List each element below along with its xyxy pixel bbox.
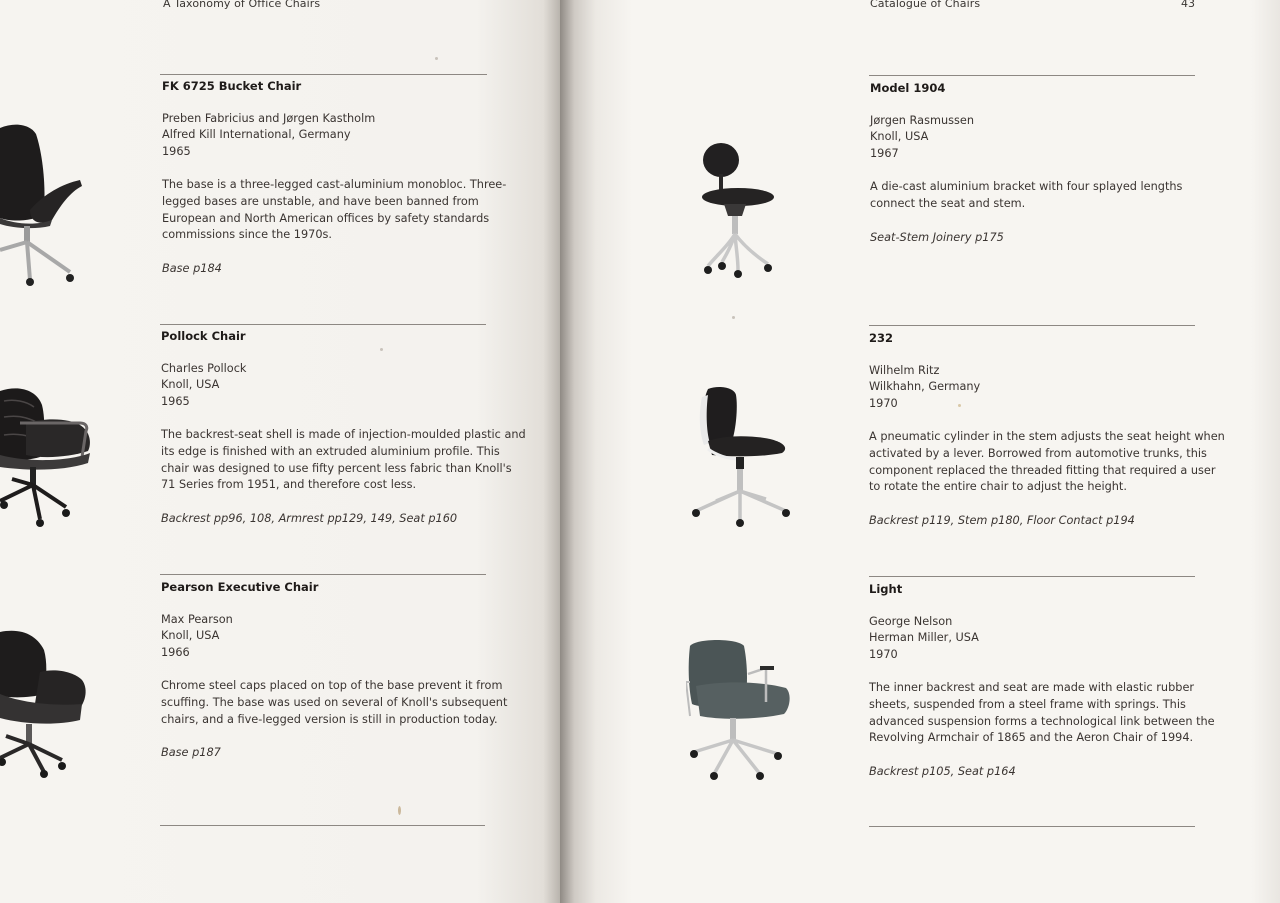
entry-divider — [160, 574, 486, 575]
entry-designer: Jørgen Rasmussen — [870, 113, 975, 127]
entry-divider — [869, 576, 1195, 577]
entry-manufacturer: Knoll, USA — [870, 130, 929, 144]
entry-designer: Preben Fabricius and Jørgen Kastholm — [162, 111, 376, 125]
entry-designer: Max Pearson — [161, 612, 233, 626]
entry-manufacturer: Knoll, USA — [161, 378, 220, 392]
wilkhahn-232-chair-image — [690, 385, 790, 530]
entry-description: A pneumatic cylinder in the stem adjusts the seat height when activated by a lever. Borrowed from automotive trunks, this component replaced the threaded fitting that required a user to rotate the entire chair to adjust the height. — [869, 430, 1225, 494]
entry-divider — [160, 825, 485, 826]
running-head: A Taxonomy of Office Chairs — [163, 0, 321, 10]
catalogue-entry — [162, 78, 506, 277]
entry-title: Pearson Executive Chair — [161, 580, 319, 594]
entry-designer: Charles Pollock — [161, 361, 247, 375]
model-1904-chair-image — [698, 140, 780, 278]
entry-year: 1970 — [869, 647, 898, 661]
right-page — [560, 0, 1280, 903]
entry-description: The backrest-seat shell is made of injection-moulded plastic and its edge is finished with an extruded aluminium profile. This chair was designed to use fifty percent less fabric than Knoll's 71 Series from 1951, and therefore cost less. — [161, 428, 526, 492]
paper-speck — [380, 348, 383, 351]
catalogue-entry — [869, 330, 1225, 529]
entry-description: Chrome steel caps placed on top of the base prevent it from scuffing. The base was used on several of Knoll's subsequent chairs, and a five-legged version is still in production today. — [161, 679, 508, 726]
entry-references: Backrest p119, Stem p180, Floor Contact p194 — [869, 513, 1135, 527]
light-chair-image — [686, 636, 796, 784]
catalogue-entry — [869, 581, 1215, 780]
entry-year: 1967 — [870, 146, 899, 160]
entry-divider — [869, 325, 1195, 326]
entry-year: 1966 — [161, 645, 190, 659]
paper-speck — [958, 404, 961, 407]
entry-references: Base p187 — [161, 746, 221, 760]
entry-divider — [160, 74, 487, 75]
catalogue-entry — [870, 80, 1182, 246]
pollock-chair-image — [0, 383, 98, 528]
entry-designer: George Nelson — [869, 614, 953, 628]
paper-speck — [398, 806, 401, 815]
entry-description: A die-cast aluminium bracket with four splayed lengths connect the seat and stem. — [870, 180, 1183, 210]
entry-year: 1970 — [869, 396, 898, 410]
bucket-chair-image — [0, 122, 90, 287]
entry-year: 1965 — [161, 394, 190, 408]
entry-references: Seat-Stem Joinery p175 — [870, 230, 1004, 244]
entry-manufacturer: Alfred Kill International, Germany — [162, 128, 351, 142]
entry-title: FK 6725 Bucket Chair — [162, 79, 302, 93]
catalogue-entry — [161, 579, 507, 762]
entry-description: The base is a three-legged cast-aluminium monobloc. Three- legged bases are unstable, and have been banned from European and North American offices by safety standards commissions since the 1970s. — [162, 178, 507, 242]
entry-title: 232 — [869, 331, 894, 345]
running-head: Catalogue of Chairs — [870, 0, 981, 10]
page-number: 43 — [1181, 0, 1195, 10]
entry-title: Pollock Chair — [161, 329, 246, 343]
paper-speck — [435, 57, 438, 60]
entry-references: Backrest p105, Seat p164 — [869, 764, 1016, 778]
entry-title: Light — [869, 582, 903, 596]
entry-title: Model 1904 — [870, 81, 946, 95]
entry-divider — [869, 826, 1195, 827]
catalogue-entry — [161, 328, 526, 527]
entry-description: The inner backrest and seat are made with elastic rubber sheets, suspended from a steel frame with springs. This advanced suspension forms a technological link between the Revolving Armchair of 1865 and the Aeron Chair of 1994. — [869, 681, 1215, 745]
entry-designer: Wilhelm Ritz — [869, 363, 940, 377]
pearson-chair-image — [0, 628, 92, 778]
entry-divider — [869, 75, 1195, 76]
entry-manufacturer: Wilkhahn, Germany — [869, 380, 981, 394]
paper-speck — [732, 316, 735, 319]
entry-year: 1965 — [162, 144, 191, 158]
entry-references: Backrest pp96, 108, Armrest pp129, 149, Seat p160 — [161, 511, 458, 525]
entry-manufacturer: Herman Miller, USA — [869, 631, 979, 645]
entry-references: Base p184 — [162, 261, 222, 275]
entry-manufacturer: Knoll, USA — [161, 629, 220, 643]
left-page — [0, 0, 560, 903]
entry-divider — [160, 324, 486, 325]
